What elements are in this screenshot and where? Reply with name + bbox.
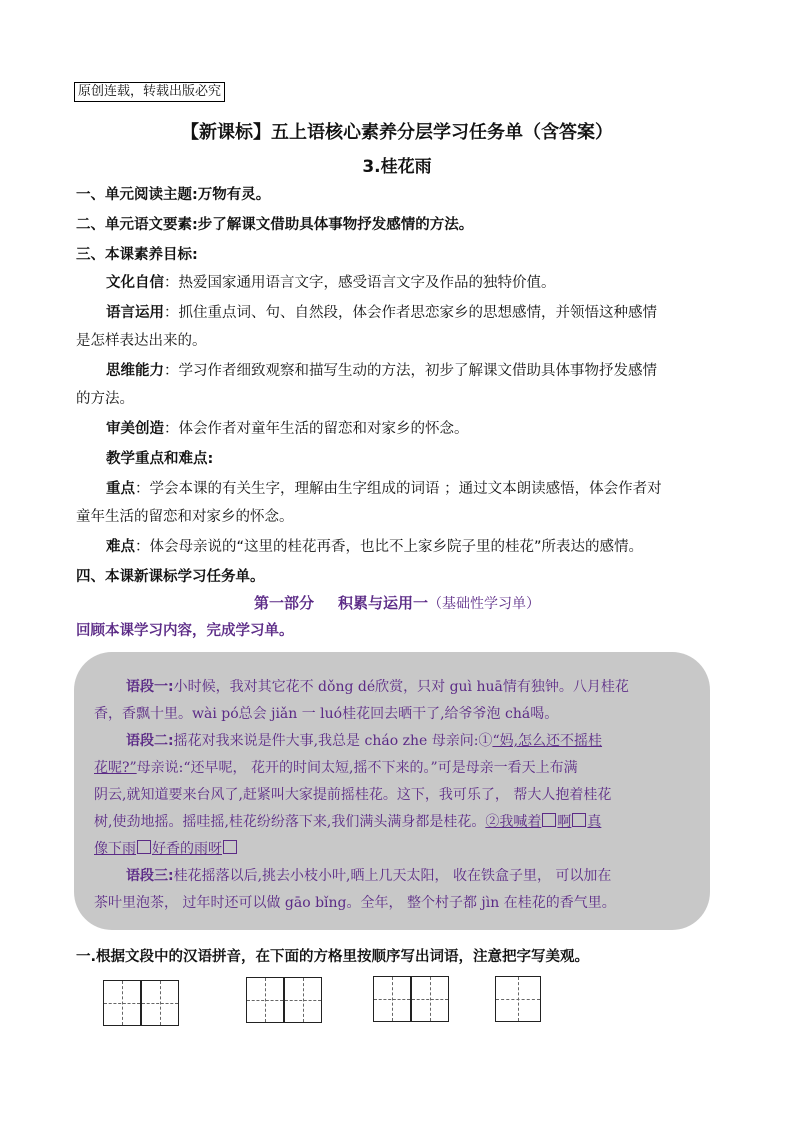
passage-2-line-2 bbox=[94, 755, 694, 781]
passage-2-line-5 bbox=[94, 836, 694, 862]
punctuation-box[interactable] bbox=[223, 840, 237, 854]
goal-thinking-cont: 的方法。 bbox=[76, 391, 134, 407]
writing-grid-row bbox=[0, 976, 794, 1028]
passage-2-text-5b: 好香的雨呀 bbox=[152, 841, 222, 857]
passage-3-label: 语段三: bbox=[126, 868, 174, 884]
passage-1-line-1 bbox=[126, 674, 696, 700]
goal-language-label: 语言运用 bbox=[106, 305, 164, 321]
passage-1-text-1: 小时候，我对其它花不 dǒng dé欣赏，只对 guì huā情有独钟。八月桂花 bbox=[173, 679, 629, 695]
writing-cell[interactable] bbox=[284, 977, 322, 1023]
section-literacy-goals: 三、本课素养目标: bbox=[76, 247, 198, 263]
part-note: （基础性学习单） bbox=[428, 596, 541, 612]
passage-2-text-5a: 像下雨 bbox=[94, 841, 136, 857]
goal-thinking-text: ：学习作者细致观察和描写生动的方法，初步了解课文借助具体事物抒发感情 bbox=[164, 363, 657, 379]
goal-thinking bbox=[106, 356, 726, 386]
section-task-list: 四、本课新课标学习任务单。 bbox=[76, 569, 265, 585]
key-point-text: ：学会本课的有关生字，理解由生字组成的词语 ；通过文本朗读感悟，体会作者对 bbox=[135, 481, 662, 497]
passage-2-text-2a: 花呢?” bbox=[94, 760, 137, 776]
passage-3-line-2: 茶叶里泡茶， 过年时还可以做 gāo bǐng。全年， 整个村子都 jìn 在桂花的香气里。 bbox=[94, 895, 616, 911]
difficult-point bbox=[106, 532, 726, 562]
difficult-point-label: 难点 bbox=[106, 539, 135, 555]
writing-cell[interactable] bbox=[246, 977, 284, 1023]
writing-grid-group bbox=[246, 977, 322, 1023]
passage-1-label: 语段一: bbox=[126, 679, 174, 695]
passage-2-text-4a: 树,使劲地摇。摇哇摇,桂花纷纷落下来,我们满头满身都是桂花。 bbox=[94, 814, 486, 830]
punctuation-box[interactable] bbox=[137, 840, 151, 854]
goal-culture-label: 文化自信 bbox=[106, 275, 164, 291]
passage-2-text-2b: 母亲说:“还早呢， 花开的时间太短,摇不下来的。”可是母亲一看天上布满 bbox=[136, 760, 578, 776]
punctuation-box[interactable] bbox=[542, 813, 556, 827]
part-heading: 积累与运用一 bbox=[338, 594, 429, 612]
reading-passage-box bbox=[74, 652, 710, 930]
passage-2-text-1b: “妈,怎么还不摇桂 bbox=[492, 733, 603, 749]
key-difficult-heading: 教学重点和难点: bbox=[106, 451, 214, 467]
section-reading-theme: 一、单元阅读主题:万物有灵。 bbox=[76, 187, 271, 203]
passage-3-text-1: 桂花摇落以后,挑去小枝小叶,晒上几天太阳， 收在铁盒子里， 可以加在 bbox=[173, 868, 612, 884]
lesson-title: 3.桂花雨 bbox=[362, 157, 432, 177]
writing-cell[interactable] bbox=[141, 980, 179, 1026]
writing-cell[interactable] bbox=[411, 976, 449, 1022]
copyright-notice: 原创连载，转载出版必究 bbox=[74, 82, 225, 102]
passage-2-text-4d: 真 bbox=[587, 814, 602, 830]
passage-2-line-4 bbox=[94, 809, 694, 835]
part-name: 第一部分 bbox=[253, 594, 314, 612]
passage-2-text-4c: 啊 bbox=[557, 814, 572, 830]
part-instruction: 回顾本课学习内容，完成学习单。 bbox=[76, 623, 294, 639]
passage-2-line-1 bbox=[126, 728, 696, 754]
page-title: 【新课标】五上语核心素养分层学习任务单（含答案） bbox=[181, 122, 613, 143]
writing-grid-group bbox=[373, 976, 449, 1022]
passage-1-line-2: 香，香飘十里。wài pó总会 jiǎn 一 luó桂花回去晒干了,给爷爷泡 chá喝。 bbox=[94, 706, 559, 722]
punctuation-box[interactable] bbox=[572, 813, 586, 827]
difficult-point-text: ：体会母亲说的“这里的桂花再香，也比不上家乡院子里的桂花”所表达的感情。 bbox=[135, 539, 644, 555]
question-1-prompt: 一.根据文段中的汉语拼音，在下面的方格里按顺序写出词语，注意把字写美观。 bbox=[76, 949, 590, 965]
goal-aesthetic-label: 审美创造 bbox=[106, 421, 164, 437]
goal-language bbox=[106, 298, 726, 328]
key-point bbox=[106, 474, 726, 504]
part-one-heading bbox=[0, 591, 794, 616]
goal-aesthetic-text: ：体会作者对童年生活的留恋和对家乡的怀念。 bbox=[164, 421, 469, 437]
writing-grid-group bbox=[103, 980, 179, 1026]
goal-language-text: ：抓住重点词、句、自然段，体会作者思恋家乡的思想感情，并领悟这种感情 bbox=[164, 305, 657, 321]
writing-cell[interactable] bbox=[495, 976, 541, 1022]
passage-3-line-1 bbox=[126, 863, 696, 889]
passage-2-text-1a: 摇花对我来说是件大事,我总是 cháo zhe 母亲问:① bbox=[173, 733, 493, 749]
key-point-cont: 童年生活的留恋和对家乡的怀念。 bbox=[76, 509, 294, 525]
passage-2-line-3: 阴云,就知道要来台风了,赶紧叫大家提前摇桂花。这下，我可乐了， 帮大人抱着桂花 bbox=[94, 787, 612, 803]
passage-2-text-4b: ②我喊着 bbox=[485, 814, 542, 830]
goal-culture bbox=[106, 268, 726, 298]
goal-language-cont: 是怎样表达出来的。 bbox=[76, 333, 207, 349]
passage-2-label: 语段二: bbox=[126, 733, 174, 749]
writing-cell[interactable] bbox=[103, 980, 141, 1026]
goal-thinking-label: 思维能力 bbox=[106, 363, 164, 379]
writing-grid-group bbox=[495, 976, 541, 1022]
goal-culture-text: ：热爱国家通用语言文字，感受语言文字及作品的独特价值。 bbox=[164, 275, 556, 291]
goal-aesthetic bbox=[106, 414, 726, 444]
writing-cell[interactable] bbox=[373, 976, 411, 1022]
key-point-label: 重点 bbox=[106, 481, 135, 497]
section-language-elements: 二、单元语文要素:步了解课文借助具体事物抒发感情的方法。 bbox=[76, 217, 474, 233]
